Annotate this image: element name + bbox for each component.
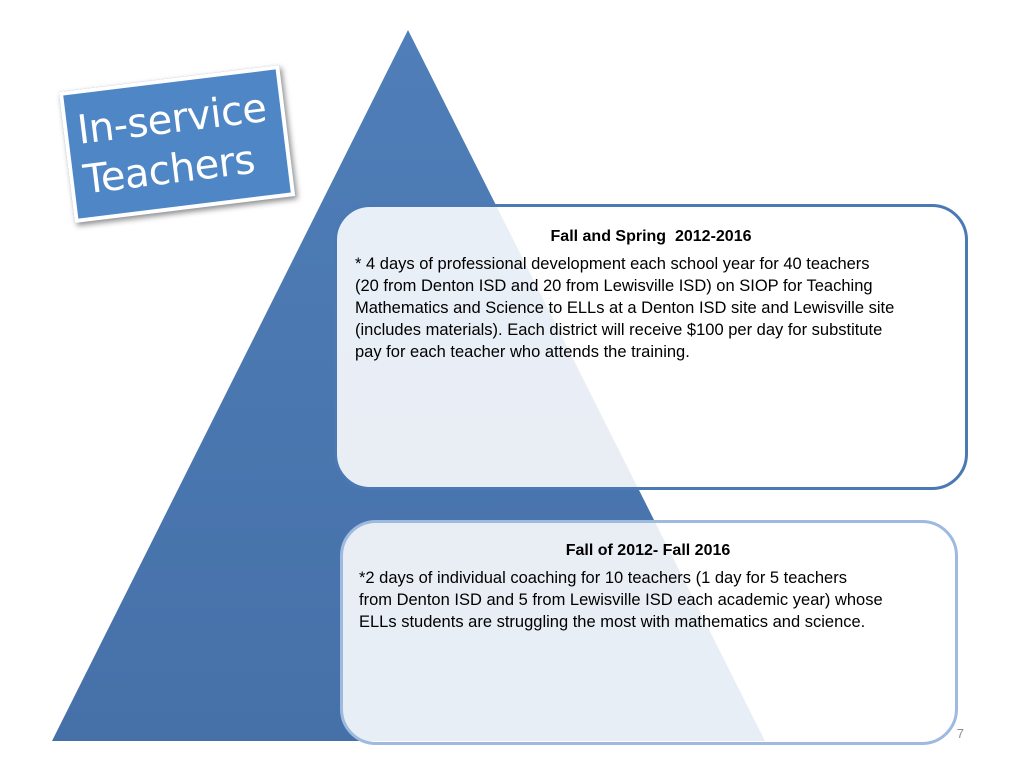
content-panel-fall-2012 [340, 520, 958, 745]
panel-body: *2 days of individual coaching for 10 teachers (1 day for 5 teachers from Denton ISD and 5 from Lewisville ISD each academic year) whose ELLs students are struggling the most with mathematics and science. [359, 569, 883, 631]
panel-heading: Fall of 2012- Fall 2016 [565, 542, 731, 559]
panel-body: * 4 days of professional development each school year for 40 teachers (20 from Denton ISD and 20 from Lewisville ISD) on SIOP for Teaching Mathematics and Science to ELLs at a Denton ISD site and Lewisville site (includes materials). Each district will receive $100 per day for substitute pay for each teacher who attends the training. [355, 255, 895, 361]
panel-heading: Fall and Spring 2012-2016 [550, 228, 752, 245]
title-line-2: Teachers [80, 136, 258, 204]
content-panel-fall-spring [334, 204, 968, 490]
page-number: 7 [956, 726, 964, 741]
title-box [59, 65, 295, 223]
title-line-1: In-service [74, 85, 269, 154]
